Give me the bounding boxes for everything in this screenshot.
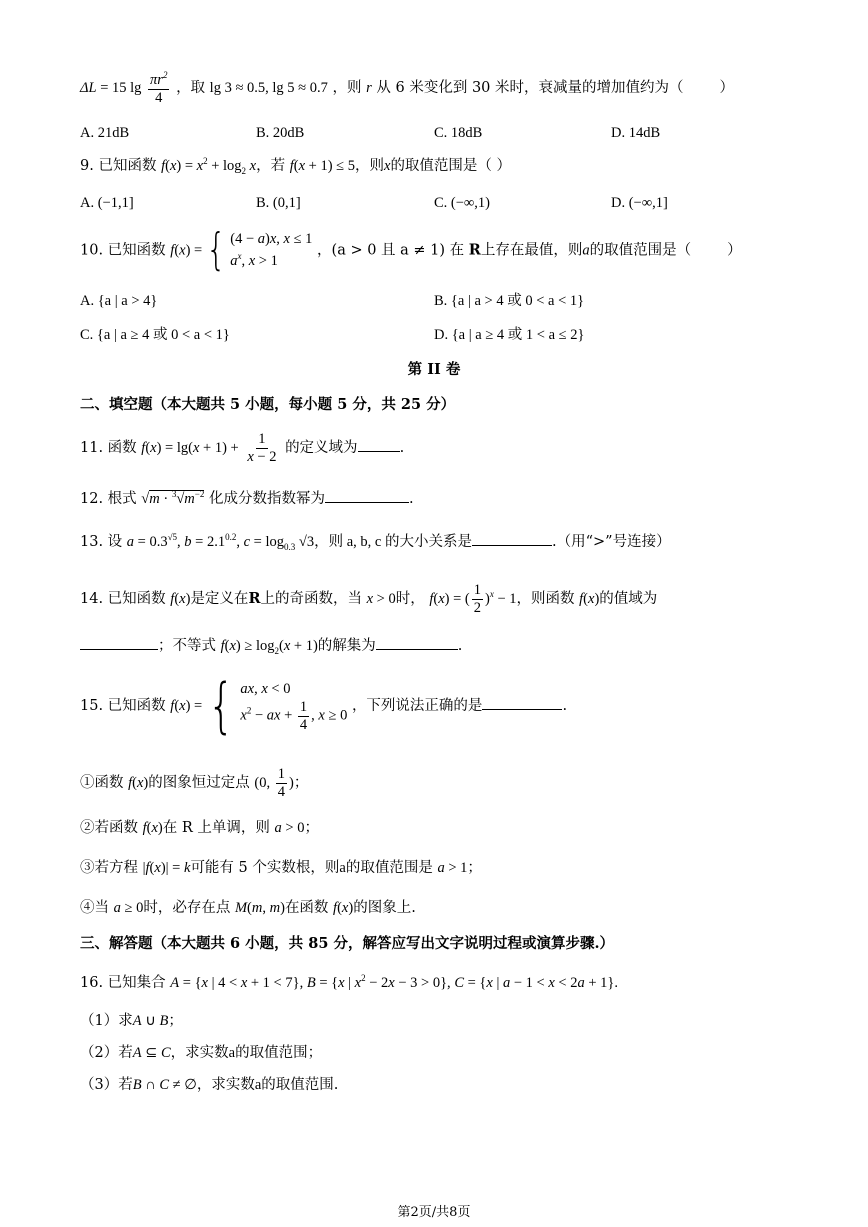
q8-formula-line: ΔL = 15 lg $\frac{\pi r^2}{4}$ ，取 lg 3 ≈ 0.5, lg 5 ≈ 0.7 ，则 r 从 6 米变化到 30 米时，衰减量的增加值约为（ ） — [80, 70, 735, 106]
q9-option-a[interactable]: A. (−1,1] — [80, 195, 134, 211]
q15-end: . — [562, 698, 568, 714]
q13: 13. 设 $a = 0.3^{√5}$, $b = 2.1^{0.2}$, $c = \log_{0.3} √3$，则 a, b, c 的大小关系是 .（用“>”号连接） — [80, 532, 671, 552]
q12-answer-blank[interactable] — [325, 490, 409, 503]
q8-text: 从 6 米变化到 30 米时，衰减量的增加值约为（ — [376, 80, 684, 97]
q14-answer-blank-1[interactable] — [80, 637, 158, 650]
q9-stem-c: ，则 — [355, 157, 384, 174]
q14-h: 的解集为 — [317, 638, 376, 654]
q15-cases: ax, x < 0 $x^2$ − ax + $\frac{1}{4}$ , x ≥ 0 — [240, 680, 348, 733]
q11-fraction: $\frac{1}{x - 2}$ — [247, 431, 277, 465]
q15-item-4: ④当 a ≥ 0时，必存在点 M(m, m)在函数 f(x)的图象上. — [80, 900, 416, 916]
q8-var: r — [366, 80, 372, 97]
q16-sub3: （3）若B ∩ C ≠ ∅，求实数a的取值范围. — [80, 1077, 339, 1093]
q13-a: 13. 设 — [80, 533, 123, 550]
q15-i2b: 在 R 上单调，则 — [162, 820, 270, 836]
q14-line1: 14. 已知函数 f(x)是定义在R上的奇函数，当 x > 0时， f(x) = ( $\frac{1}{2}$ )$^x$ − 1，则函数 f(x)的值域为 — [80, 582, 658, 616]
q15-i1a: ①函数 — [80, 775, 124, 792]
q8-text-mid: ，则 — [332, 80, 362, 97]
part2-heading: 二、填空题（本大题共 5 小题，每小题 5 分，共 25 分） — [80, 396, 456, 413]
q11-end: . — [399, 440, 405, 457]
q15-i4d: 的图象上. — [353, 900, 416, 916]
q12-radical: $√m \cdot ^3√m^{-2}$ — [141, 489, 205, 507]
q10-cond: ，(a > 0 且 a ≠ 1) 在 — [317, 242, 465, 259]
q15: 15. 已知函数 f(x) ={ ax, x < 0 $x^2$ − ax + $\frac{1}{4}$ , x ≥ 0 ，下列说法正确的是 . — [80, 671, 568, 741]
q8-close: ） — [719, 80, 735, 97]
q9-option-d[interactable]: D. (−∞,1] — [611, 195, 668, 211]
q8-option-c[interactable]: C. 18dB — [434, 125, 483, 141]
q14-R: R — [248, 590, 261, 608]
q9-stem-a: 9. 已知函数 — [80, 157, 157, 174]
q14-b: 是定义在 — [190, 591, 249, 608]
q15-a: 15. 已知函数 — [80, 698, 166, 714]
q14-line2: ；不等式 $f(x) \ge \log_2(x + 1)$的解集为 . — [80, 637, 462, 657]
q16-sub2-b: ，求实数 — [170, 1045, 229, 1061]
q15-i2a: ②若函数 — [80, 820, 138, 836]
q13-answer-blank[interactable] — [472, 533, 552, 546]
q15-i4b: 时，必存在点 — [143, 900, 231, 916]
q13-c: 的大小关系是 — [384, 533, 472, 550]
q15-i4c: 在函数 — [284, 900, 329, 916]
q10-stem-a: 10. 已知函数 — [80, 242, 166, 259]
q13-b: ，则 — [314, 533, 344, 550]
q16-sub2-a: （2）若 — [80, 1045, 133, 1061]
q15-item-3: ③若方程 |f(x)| = k可能有 5 个实数根，则a的取值范围是 a > 1； — [80, 860, 482, 876]
q10-option-b[interactable]: B. {a | a > 4 或 0 < a < 1} — [434, 293, 585, 309]
q8-fraction: $\frac{\pi r^2}{4}$ — [150, 70, 168, 106]
q10-R: R — [468, 241, 481, 259]
q16-sub3-c: 的取值范围. — [261, 1077, 339, 1093]
q8-formula: ΔL — [80, 80, 97, 97]
q10-stem: 10. 已知函数 f(x) ={ (4 − a)x, x ≤ 1 $a^x$, x > 1 ，(a > 0 且 a ≠ 1) 在 R上存在最值，则a的取值范围是（ ） — [80, 224, 742, 276]
q11: 11. 函数 f(x) = lg(x + 1) + $\frac{1}{x - 2}$ 的定义域为 . — [80, 431, 405, 465]
q16-sub1: （1）求A ∪ B； — [80, 1013, 183, 1029]
q10-option-a[interactable]: A. {a | a > 4} — [80, 293, 158, 309]
q14-a: 14. 已知函数 — [80, 591, 166, 608]
q14-d: 时， — [395, 591, 425, 608]
q16-sub1-a: （1）求 — [80, 1013, 133, 1029]
q10-close: ） — [727, 242, 742, 259]
q16-stem: 16. 已知集合 A = {x | 4 < x + 1 < 7}, B = {x | $x^2 - 2x - 3 > 0$}, C = {x | a − 1 < x < 2a + 1}. — [80, 973, 618, 991]
q8-option-b[interactable]: B. 20dB — [256, 125, 305, 141]
q8-option-d[interactable]: D. 14dB — [611, 125, 661, 141]
q15-item-2: ②若函数 f(x)在 R 上单调，则 a > 0； — [80, 820, 319, 836]
q16-sub2-c: 的取值范围； — [235, 1045, 323, 1061]
q9-stem: 9. 已知函数 $f(x) = x^2 + \log_2 x$，若 f(x + 1) ≤ 5，则x的取值范围是（ ） — [80, 156, 512, 176]
q15-i3b: 可能有 5 个实数根，则 — [190, 860, 340, 876]
page-footer: 第2页/共8页 — [397, 1205, 471, 1220]
q16-sub2: （2）若A ⊆ C，求实数a的取值范围； — [80, 1045, 323, 1061]
q16-sub1-end: ； — [168, 1013, 183, 1029]
q10-option-d[interactable]: D. {a | a ≥ 4 或 1 < a ≤ 2} — [434, 327, 585, 343]
q12-a: 12. 根式 — [80, 490, 137, 507]
q11-answer-blank[interactable] — [358, 439, 400, 452]
q10-option-c[interactable]: C. {a | a ≥ 4 或 0 < a < 1} — [80, 327, 230, 343]
q14-end: . — [457, 638, 463, 654]
q15-i1end: ； — [293, 775, 309, 792]
q9-stem-b: ，若 — [256, 157, 286, 174]
q14-g: ；不等式 — [158, 638, 216, 654]
q15-i2c: ； — [304, 820, 319, 836]
q14-e: ，则函数 — [516, 591, 575, 608]
q10-cases: (4 − a)x, x ≤ 1 $a^x$, x > 1 — [230, 231, 313, 270]
q15-i3c: 的取值范围是 — [345, 860, 433, 876]
q8-approx: lg 3 ≈ 0.5, lg 5 ≈ 0.7 — [209, 80, 328, 97]
q15-item-1: ①函数 f(x)的图象恒过定点 (0, $\frac{1}{4}$ )； — [80, 766, 309, 800]
q9-option-b[interactable]: B. (0,1] — [256, 195, 301, 211]
q16-sub3-b: ，求实数 — [196, 1077, 255, 1093]
q15-i4a: ④当 — [80, 900, 109, 916]
q11-a: 11. 函数 — [80, 440, 137, 457]
q13-end: .（用“>”号连接） — [551, 533, 671, 550]
q10-stem-c: 的取值范围是（ — [589, 242, 692, 259]
q14-answer-blank-2[interactable] — [376, 637, 458, 650]
q14-c: 上的奇函数，当 — [260, 591, 362, 608]
section-title: 第 II 卷 — [407, 361, 461, 378]
q12-b: 化成分数指数幂为 — [208, 490, 325, 507]
part3-heading: 三、解答题（本大题共 6 小题，共 85 分，解答应写出文字说明过程或演算步骤.） — [80, 935, 615, 952]
q15-i1b: 的图象恒过定点 — [148, 775, 250, 792]
q8-option-a[interactable]: A. 21dB — [80, 125, 130, 141]
q15-answer-blank[interactable] — [482, 697, 562, 710]
q9-option-c[interactable]: C. (−∞,1) — [434, 195, 490, 211]
q14-f: 的值域为 — [599, 591, 658, 608]
q16-a: 16. 已知集合 — [80, 974, 166, 991]
q11-b: 的定义域为 — [285, 440, 358, 457]
q16-sub3-a: （3）若 — [80, 1077, 133, 1093]
q8-text-prefix: ，取 — [176, 80, 206, 97]
q10-stem-b: 上存在最值，则 — [480, 242, 583, 259]
q12 — [80, 489, 414, 508]
q15-i3a: ③若方程 — [80, 860, 138, 876]
q9-stem-d: 的取值范围是（ ） — [390, 157, 512, 174]
q15-b: ，下列说法正确的是 — [351, 698, 483, 714]
q15-i3d: ； — [467, 860, 482, 876]
q12-end: . — [408, 490, 414, 507]
